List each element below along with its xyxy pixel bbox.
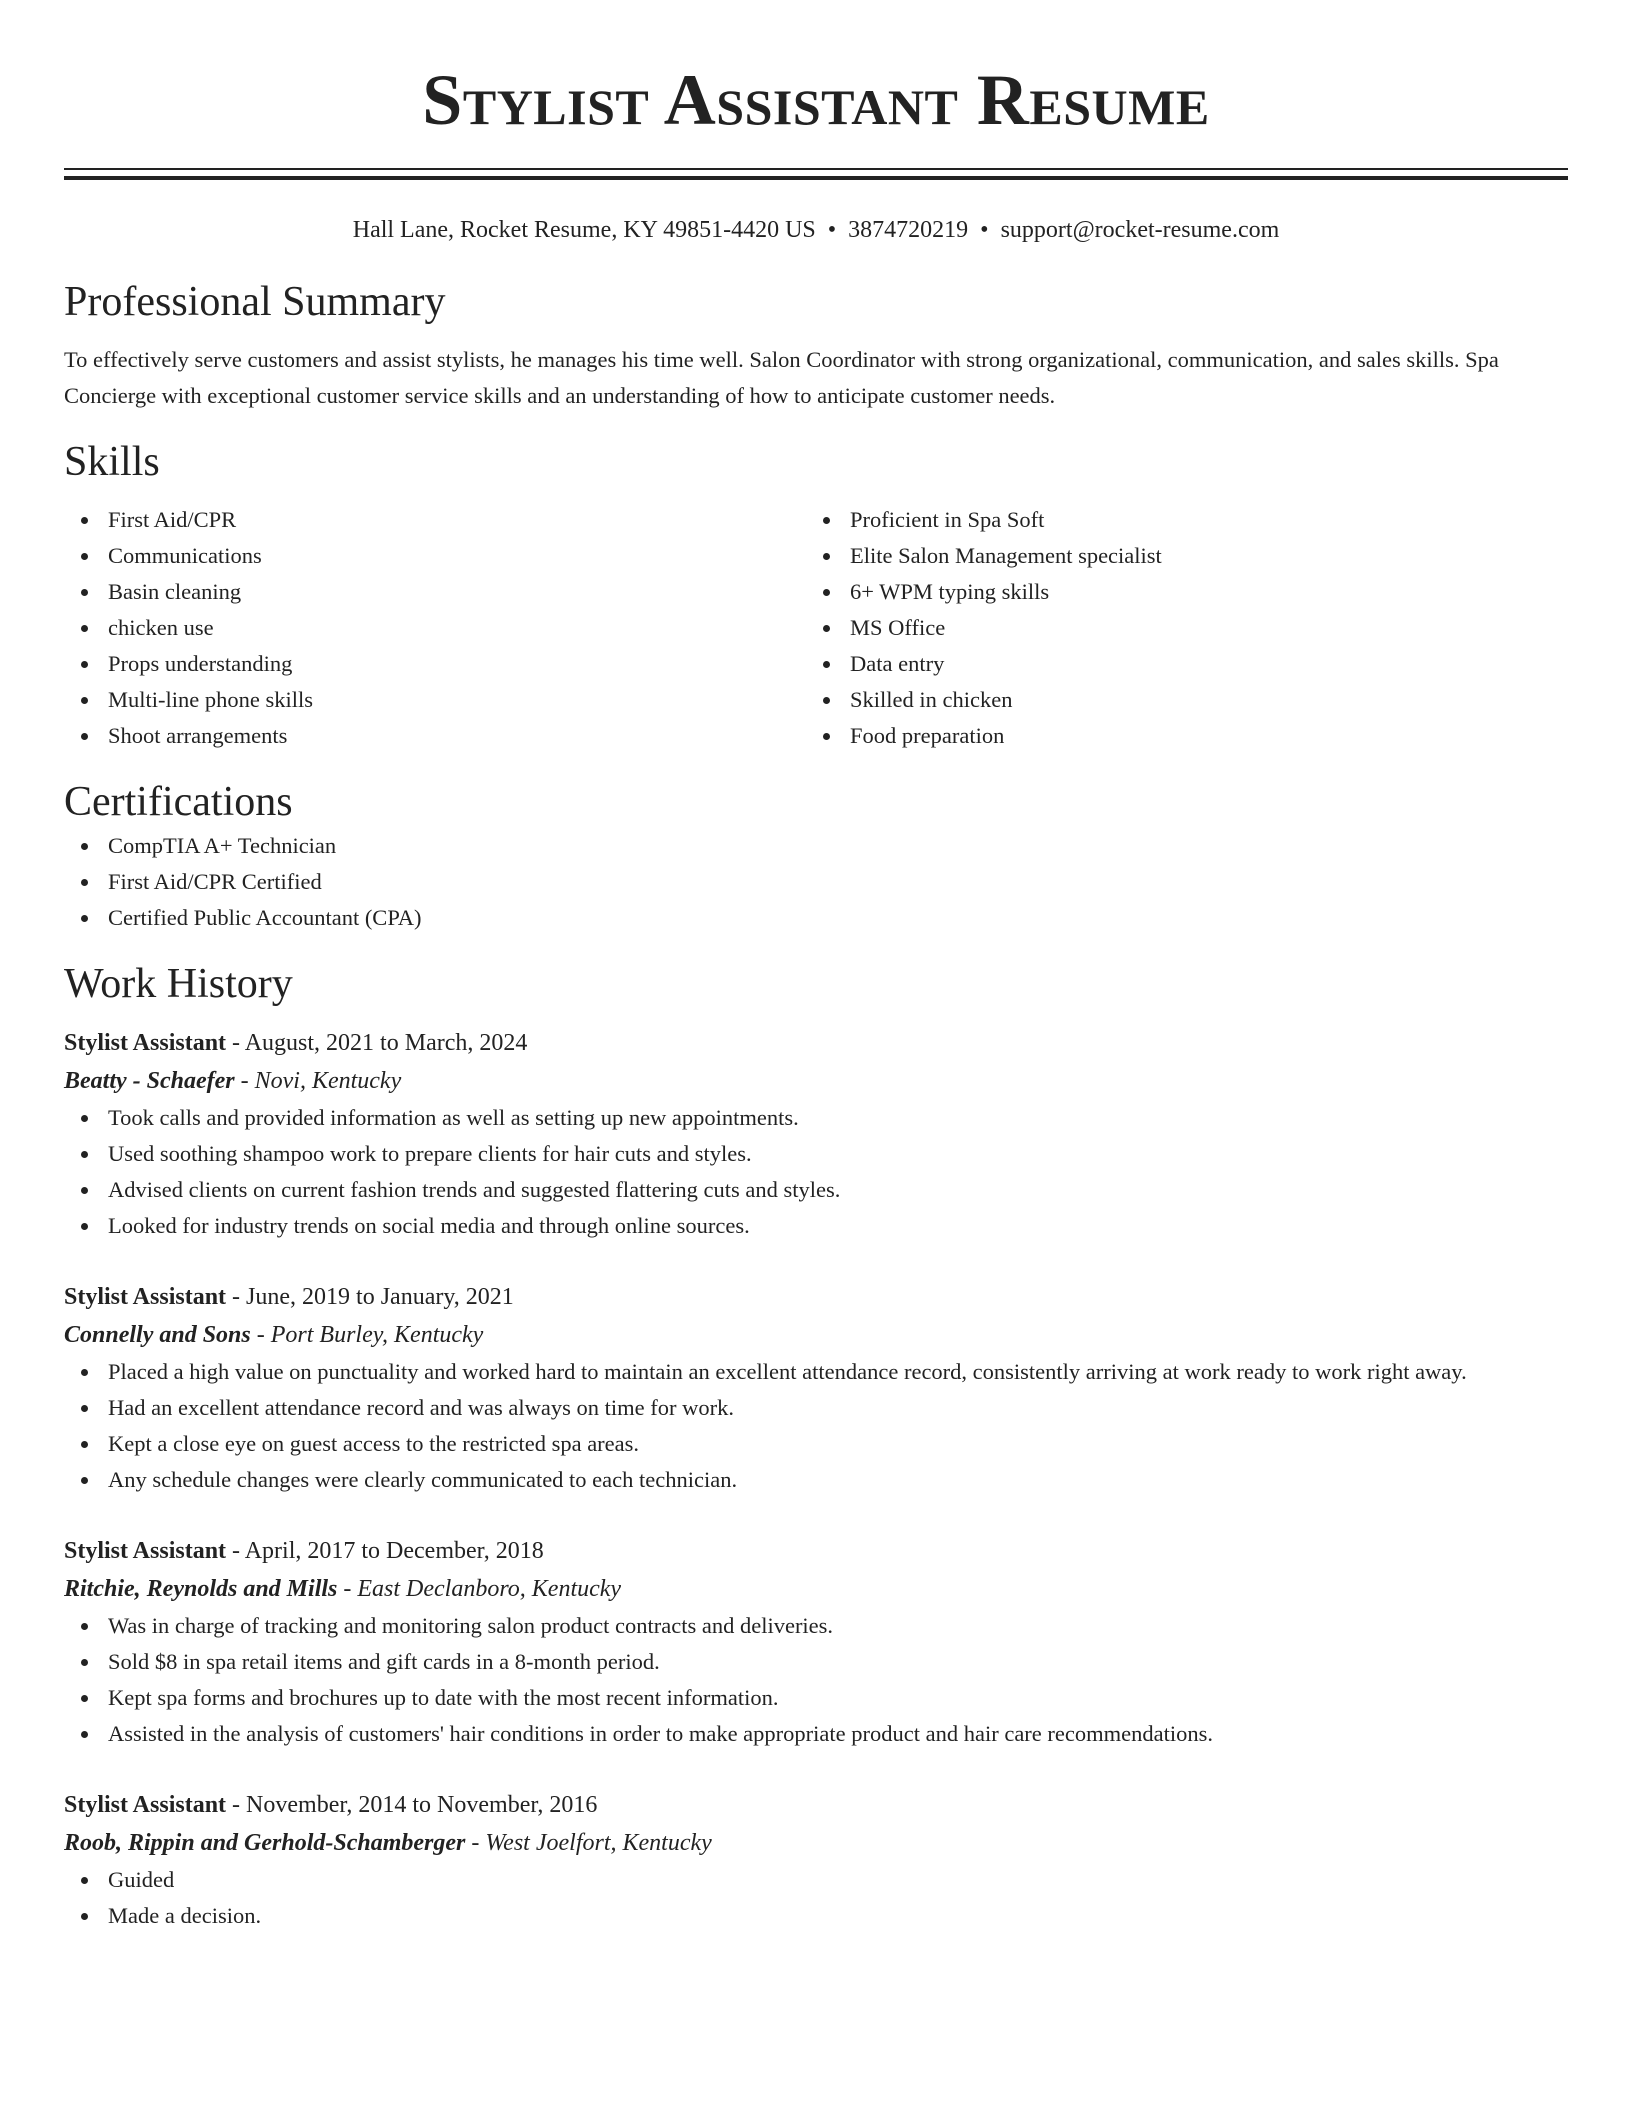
job-duty: Kept a close eye on guest access to the restricted spa areas. bbox=[108, 1426, 1568, 1462]
contact-phone: 3874720219 bbox=[848, 217, 969, 243]
skill-item: chicken use bbox=[108, 610, 806, 646]
job-dates: August, 2021 to March, 2024 bbox=[244, 1030, 528, 1056]
job-duty: Kept spa forms and brochures up to date with the most recent information. bbox=[108, 1680, 1568, 1716]
job-entry bbox=[64, 1786, 1568, 1934]
skill-item: Multi-line phone skills bbox=[108, 682, 806, 718]
skill-item: Basin cleaning bbox=[108, 574, 806, 610]
job-title: Stylist Assistant bbox=[64, 1538, 227, 1564]
skill-item: Food preparation bbox=[850, 718, 1548, 754]
skill-item: Communications bbox=[108, 538, 806, 574]
job-duties-list bbox=[64, 1608, 1568, 1752]
job-title: Stylist Assistant bbox=[64, 1792, 227, 1818]
job-dash: - bbox=[337, 1576, 358, 1602]
job-employer bbox=[64, 1570, 1568, 1608]
skill-item: Props understanding bbox=[108, 646, 806, 682]
job-company: Connelly and Sons bbox=[64, 1322, 251, 1348]
contact-email: support@rocket-resume.com bbox=[1000, 217, 1280, 243]
job-location: West Joelfort, Kentucky bbox=[485, 1830, 712, 1856]
summary-text: To effectively serve customers and assist stylists, he manages his time well. Salon Coordinator with strong organizational, communication, and sales skills. Spa Concierge with exceptional customer service skills and an understanding of how to anticipate customer needs. bbox=[64, 347, 1499, 408]
job-entry bbox=[64, 1024, 1568, 1244]
job-location: Port Burley, Kentucky bbox=[270, 1322, 484, 1348]
job-location: East Declanboro, Kentucky bbox=[357, 1576, 622, 1602]
job-dates: November, 2014 to November, 2016 bbox=[246, 1792, 598, 1818]
job-dash: - bbox=[234, 1068, 255, 1094]
contact-separator: • bbox=[827, 217, 837, 243]
work-history-heading: Work History bbox=[64, 961, 293, 1007]
title-divider-thick bbox=[64, 176, 1568, 180]
job-duty: Had an excellent attendance record and was always on time for work. bbox=[108, 1390, 1568, 1426]
job-entry bbox=[64, 1532, 1568, 1752]
skills-column-right bbox=[806, 502, 1548, 754]
job-employer bbox=[64, 1824, 1568, 1862]
job-dash: - bbox=[226, 1792, 247, 1818]
job-dash: - bbox=[250, 1322, 271, 1348]
job-duty: Any schedule changes were clearly communicated to each technician. bbox=[108, 1462, 1568, 1498]
job-duty: Took calls and provided information as well as setting up new appointments. bbox=[108, 1100, 1568, 1136]
job-dash: - bbox=[226, 1030, 245, 1056]
job-company: Ritchie, Reynolds and Mills bbox=[64, 1576, 338, 1602]
contact-separator: • bbox=[980, 217, 989, 243]
skills-grid bbox=[64, 502, 1568, 754]
job-duties-list bbox=[64, 1100, 1568, 1244]
certifications-list bbox=[64, 828, 1568, 936]
skill-item: First Aid/CPR bbox=[108, 502, 806, 538]
job-duty: Sold $8 in spa retail items and gift cards in a 8-month period. bbox=[108, 1644, 1568, 1680]
job-header bbox=[64, 1532, 1568, 1570]
job-duty: Assisted in the analysis of customers' hair conditions in order to make appropriate product and hair care recommendations. bbox=[108, 1716, 1568, 1752]
job-duty: Placed a high value on punctuality and worked hard to maintain an excellent attendance record, consistently arriving at work ready to work right away. bbox=[108, 1354, 1568, 1390]
certification-item: CompTIA A+ Technician bbox=[108, 828, 1568, 864]
certifications-heading: Certifications bbox=[64, 779, 293, 825]
skill-item: 6+ WPM typing skills bbox=[850, 574, 1548, 610]
job-employer bbox=[64, 1316, 1568, 1354]
job-title: Stylist Assistant bbox=[64, 1284, 227, 1310]
job-duty: Advised clients on current fashion trends and suggested flattering cuts and styles. bbox=[108, 1172, 1568, 1208]
skill-item: Data entry bbox=[850, 646, 1548, 682]
job-duty: Made a decision. bbox=[108, 1898, 1568, 1934]
skill-item: Shoot arrangements bbox=[108, 718, 806, 754]
skills-list-right bbox=[806, 502, 1548, 754]
title-divider-thin bbox=[64, 168, 1568, 170]
job-header bbox=[64, 1278, 1568, 1316]
job-dash: - bbox=[226, 1538, 245, 1564]
job-dash: - bbox=[226, 1284, 247, 1310]
skills-column-left bbox=[64, 502, 806, 754]
job-duty: Used soothing shampoo work to prepare clients for hair cuts and styles. bbox=[108, 1136, 1568, 1172]
contact-line bbox=[64, 214, 1568, 246]
job-header bbox=[64, 1786, 1568, 1824]
job-company: Beatty - Schaefer bbox=[64, 1068, 235, 1094]
job-dates: April, 2017 to December, 2018 bbox=[244, 1538, 544, 1564]
certification-item: First Aid/CPR Certified bbox=[108, 864, 1568, 900]
skill-item: Skilled in chicken bbox=[850, 682, 1548, 718]
job-employer bbox=[64, 1062, 1568, 1100]
job-duty: Guided bbox=[108, 1862, 1568, 1898]
job-duties-list bbox=[64, 1354, 1568, 1498]
certification-item: Certified Public Accountant (CPA) bbox=[108, 900, 1568, 936]
job-title: Stylist Assistant bbox=[64, 1030, 227, 1056]
job-duty: Looked for industry trends on social media and through online sources. bbox=[108, 1208, 1568, 1244]
job-dates: June, 2019 to January, 2021 bbox=[246, 1284, 514, 1310]
job-location: Novi, Kentucky bbox=[254, 1068, 402, 1094]
job-duty: Was in charge of tracking and monitoring salon product contracts and deliveries. bbox=[108, 1608, 1568, 1644]
skills-list-left bbox=[64, 502, 806, 754]
job-company: Roob, Rippin and Gerhold-Schamberger bbox=[64, 1830, 466, 1856]
resume-title: Stylist Assistant Resume bbox=[422, 60, 1210, 140]
job-duties-list bbox=[64, 1862, 1568, 1934]
summary-heading: Professional Summary bbox=[64, 279, 446, 325]
skill-item: MS Office bbox=[850, 610, 1548, 646]
job-dash: - bbox=[465, 1830, 486, 1856]
job-entry bbox=[64, 1278, 1568, 1498]
skills-heading: Skills bbox=[64, 439, 160, 485]
skill-item: Elite Salon Management specialist bbox=[850, 538, 1548, 574]
contact-address: Hall Lane, Rocket Resume, KY 49851-4420 US bbox=[352, 217, 816, 243]
job-header bbox=[64, 1024, 1568, 1062]
skill-item: Proficient in Spa Soft bbox=[850, 502, 1548, 538]
